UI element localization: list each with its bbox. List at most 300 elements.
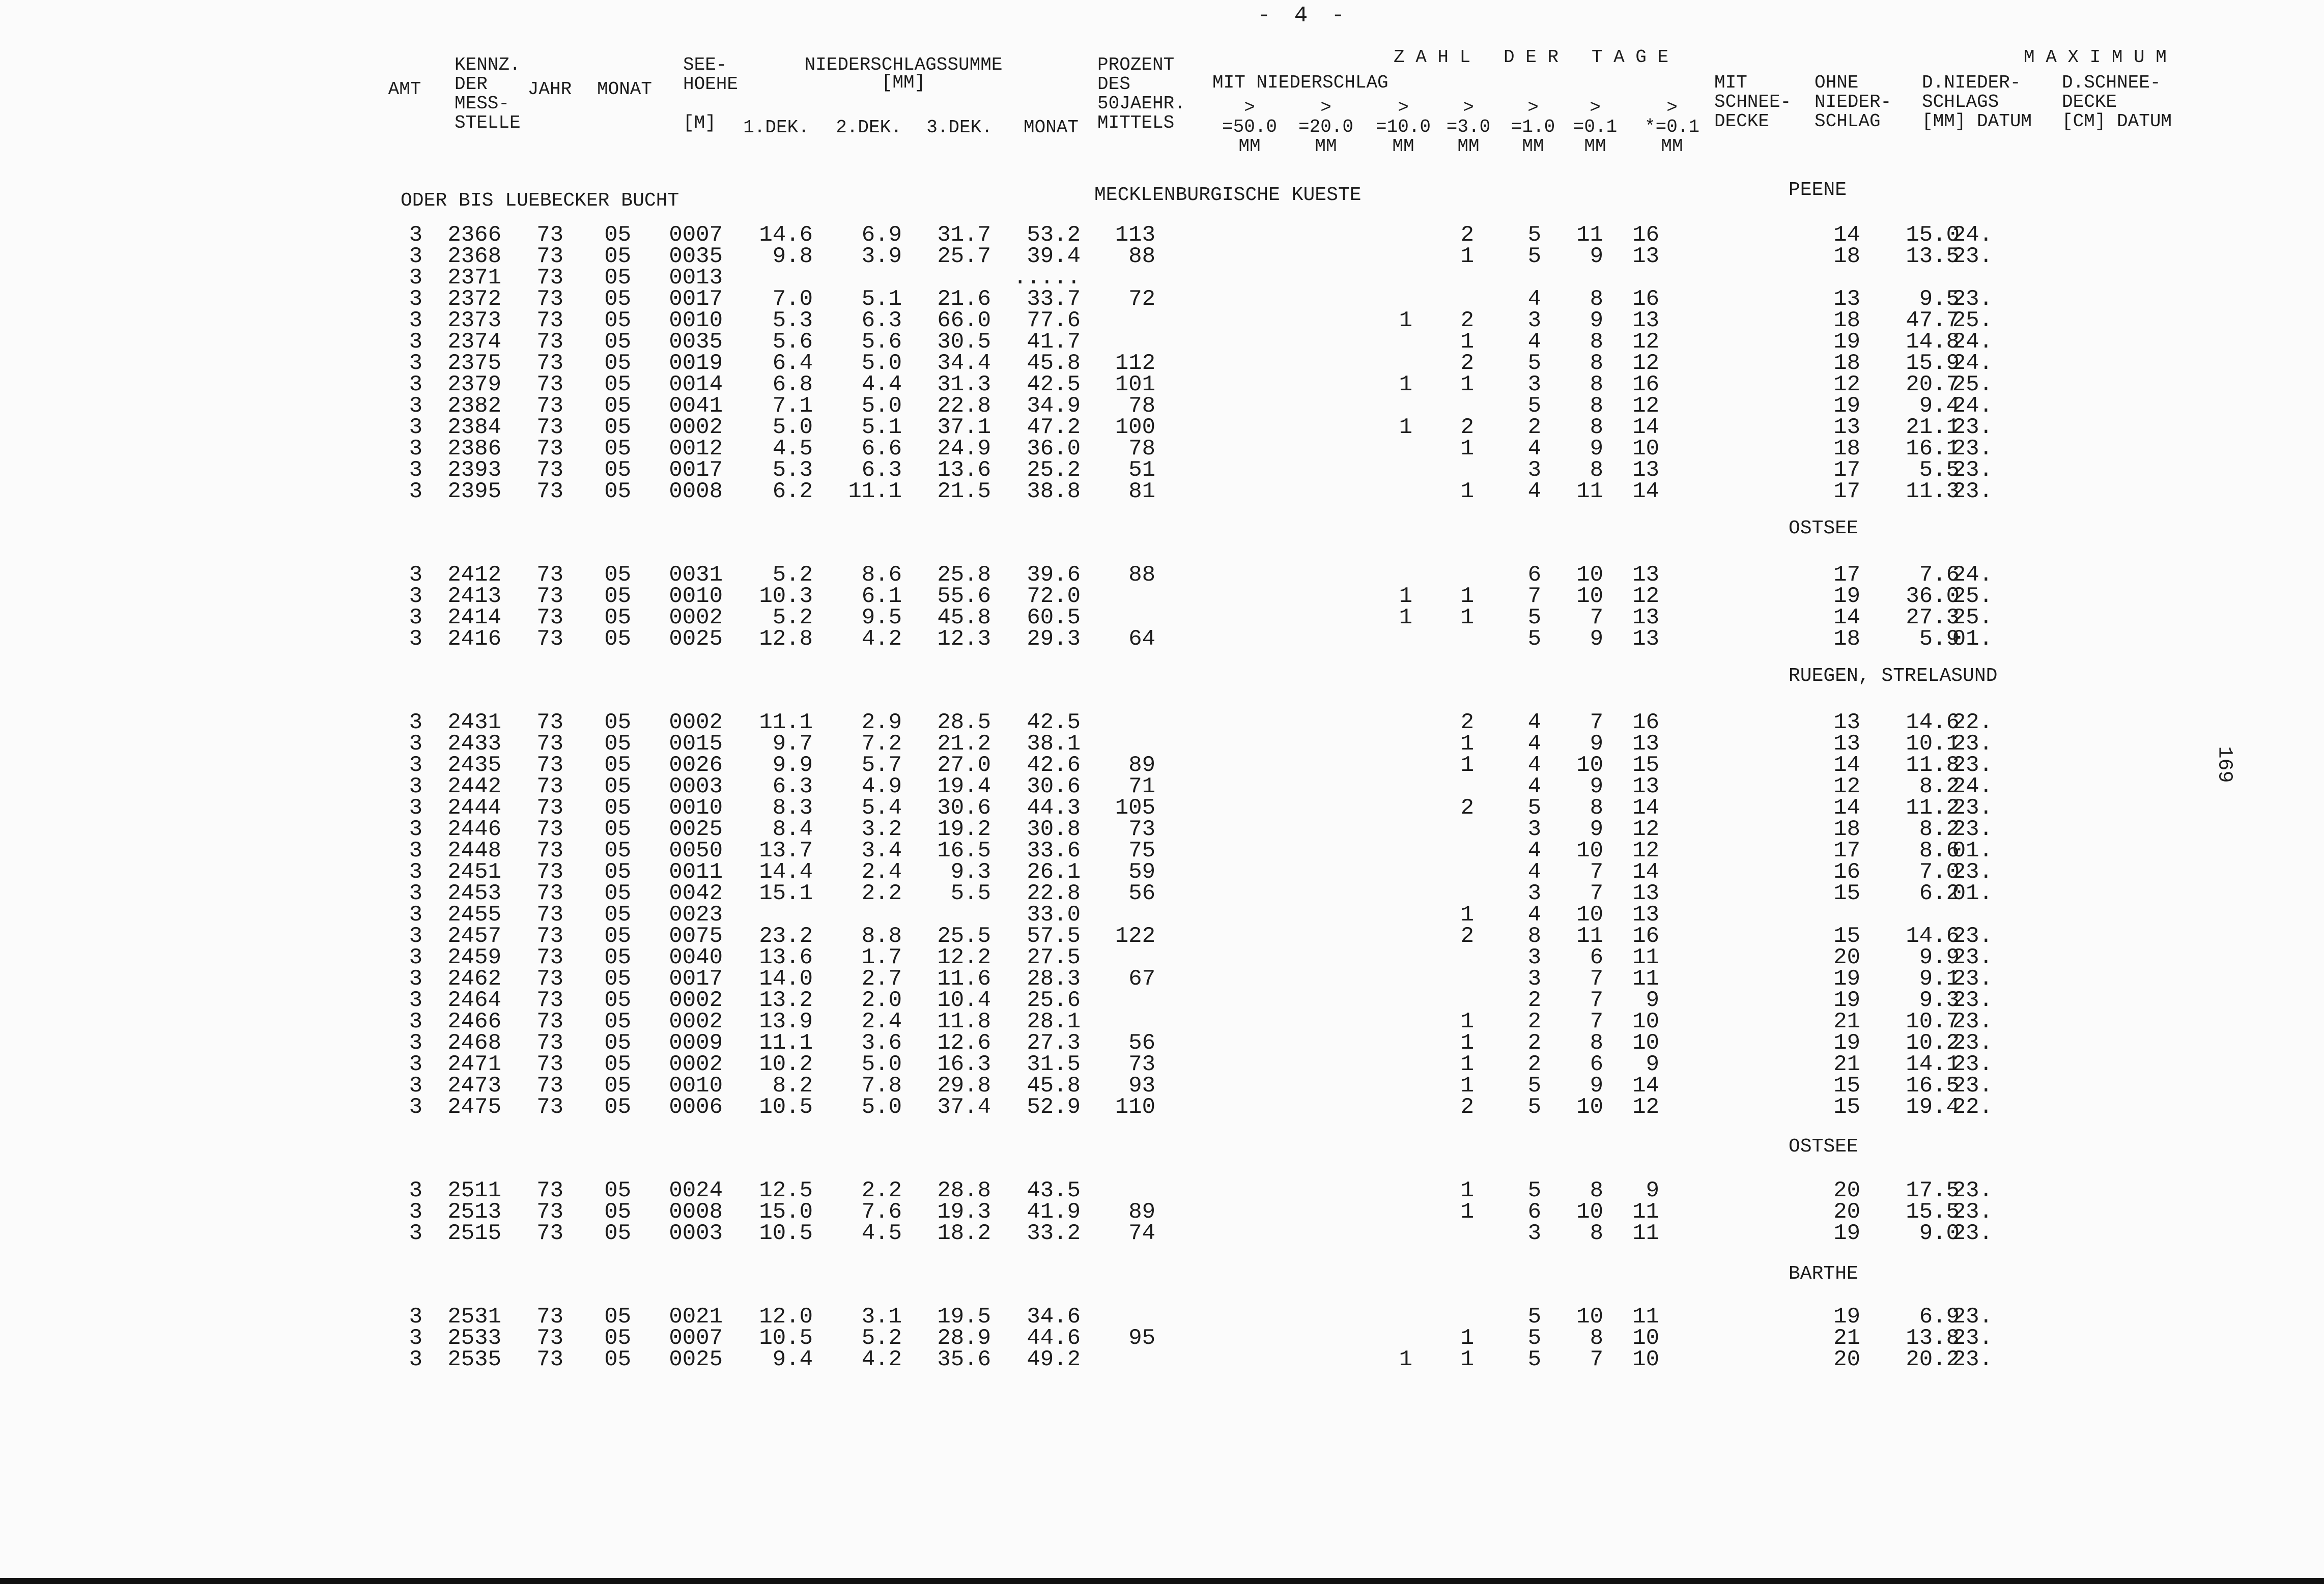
cell-d3: 12.3: [937, 626, 991, 652]
cell-see: 0002: [669, 605, 723, 630]
cell-t3: 5: [1527, 1095, 1541, 1120]
cell-maxn: 6.2: [1919, 881, 1960, 906]
cell-maxn: 11.2: [1906, 795, 1960, 821]
cell-kennz: 2468: [447, 1030, 501, 1056]
cell-monat: 05: [604, 1304, 631, 1330]
cell-t3: 4: [1527, 710, 1541, 735]
cell-d1: 6.4: [772, 351, 813, 376]
cell-d1: 9.4: [772, 1347, 813, 1372]
cell-jahr: 73: [536, 795, 563, 821]
cell-t3: 5: [1527, 1326, 1541, 1351]
column-header-g01: MM: [1584, 136, 1606, 157]
cell-t01: 13: [1632, 731, 1659, 757]
cell-maxn: 47.7: [1906, 308, 1960, 333]
cell-d2: 3.9: [861, 244, 902, 269]
cell-mon: 25.2: [1027, 457, 1081, 483]
cell-monat: 05: [604, 1178, 631, 1203]
cell-d2: 1.7: [861, 945, 902, 970]
cell-d2: 5.0: [861, 351, 902, 376]
cell-see: 0041: [669, 393, 723, 419]
column-header-g001: MM: [1661, 136, 1683, 157]
cell-jahr: 73: [536, 372, 563, 397]
cell-t3: 4: [1527, 774, 1541, 799]
cell-ohne: 15: [1833, 1095, 1860, 1120]
cell-d2: 4.2: [861, 1347, 902, 1372]
cell-kennz: 2368: [447, 244, 501, 269]
cell-mon: 49.2: [1027, 1347, 1081, 1372]
column-header-monat2: MONAT: [1023, 117, 1079, 138]
cell-kennz: 2435: [447, 753, 501, 778]
column-header-nsum_unit: [MM]: [881, 72, 926, 93]
cell-t10: 1: [1460, 1030, 1474, 1056]
cell-kennz: 2433: [447, 731, 501, 757]
cell-mon: 44.6: [1027, 1326, 1081, 1351]
column-header-dnied: SCHLAGS: [1922, 92, 1999, 112]
cell-d2: 4.4: [861, 372, 902, 397]
cell-d3: 37.4: [937, 1095, 991, 1120]
cell-amt: 3: [409, 605, 422, 630]
cell-proz: 67: [1128, 966, 1155, 992]
cell-t3: 4: [1527, 859, 1541, 885]
cell-mon: 57.5: [1027, 924, 1081, 949]
cell-t1: 7: [1590, 859, 1603, 885]
cell-see: 0003: [669, 1221, 723, 1246]
cell-t01: 10: [1632, 436, 1659, 462]
cell-t1: 10: [1576, 1199, 1603, 1225]
cell-d1: 5.2: [772, 605, 813, 630]
cell-d2: 5.7: [861, 753, 902, 778]
cell-d1: 5.0: [772, 415, 813, 440]
cell-datum: 24.: [1952, 774, 1993, 799]
cell-d1: 10.3: [759, 584, 813, 609]
cell-maxn: 21.1: [1906, 415, 1960, 440]
cell-d3: 45.8: [937, 605, 991, 630]
cell-d2: 2.9: [861, 710, 902, 735]
cell-d1: 11.1: [759, 710, 813, 735]
cell-datum: 25.: [1952, 605, 1993, 630]
cell-d3: 12.2: [937, 945, 991, 970]
cell-d3: 13.6: [937, 457, 991, 483]
cell-t01: 13: [1632, 308, 1659, 333]
cell-t3: 5: [1527, 1073, 1541, 1099]
cell-mon: 45.8: [1027, 1073, 1081, 1099]
cell-kennz: 2442: [447, 774, 501, 799]
column-header-g1: >: [1527, 97, 1539, 118]
cell-datum: 23.: [1952, 731, 1993, 757]
cell-t20: 1: [1399, 308, 1412, 333]
cell-monat: 05: [604, 902, 631, 928]
cell-mon: 31.5: [1027, 1052, 1081, 1077]
cell-amt: 3: [409, 1326, 422, 1351]
section-label-peene: PEENE: [1789, 179, 1847, 201]
cell-d2: 2.0: [861, 988, 902, 1013]
cell-monat: 05: [604, 605, 631, 630]
cell-ohne: 20: [1833, 945, 1860, 970]
cell-t3: 5: [1527, 393, 1541, 419]
cell-kennz: 2382: [447, 393, 501, 419]
cell-monat: 05: [604, 1009, 631, 1034]
cell-mon: 39.6: [1027, 562, 1081, 588]
cell-monat: 05: [604, 753, 631, 778]
cell-amt: 3: [409, 902, 422, 928]
column-header-monat: MONAT: [597, 79, 653, 100]
cell-mon: 34.6: [1027, 1304, 1081, 1330]
cell-proz: 56: [1128, 881, 1155, 906]
cell-kennz: 2475: [447, 1095, 501, 1120]
cell-ohne: 13: [1833, 710, 1860, 735]
cell-monat: 05: [604, 265, 631, 291]
cell-ohne: 20: [1833, 1178, 1860, 1203]
cell-t1: 11: [1576, 222, 1603, 248]
cell-proz: 89: [1128, 753, 1155, 778]
cell-kennz: 2466: [447, 1009, 501, 1034]
cell-jahr: 73: [536, 731, 563, 757]
cell-d1: 8.3: [772, 795, 813, 821]
cell-ohne: 15: [1833, 924, 1860, 949]
cell-jahr: 73: [536, 881, 563, 906]
cell-maxn: 9.3: [1919, 988, 1960, 1013]
cell-t01: 14: [1632, 795, 1659, 821]
cell-t1: 7: [1590, 605, 1603, 630]
cell-t01: 12: [1632, 393, 1659, 419]
cell-datum: 01.: [1952, 838, 1993, 863]
column-header-amt: AMT: [388, 79, 421, 100]
cell-mon: 42.5: [1027, 710, 1081, 735]
cell-kennz: 2471: [447, 1052, 501, 1077]
cell-maxn: 7.0: [1919, 859, 1960, 885]
cell-d1: 5.3: [772, 308, 813, 333]
cell-d2: 5.4: [861, 795, 902, 821]
cell-datum: 23.: [1952, 1326, 1993, 1351]
cell-jahr: 73: [536, 1073, 563, 1099]
cell-amt: 3: [409, 817, 422, 842]
cell-d3: 19.4: [937, 774, 991, 799]
cell-ohne: 13: [1833, 286, 1860, 312]
cell-d1: 4.5: [772, 436, 813, 462]
cell-t01: 13: [1632, 605, 1659, 630]
cell-t1: 9: [1590, 1073, 1603, 1099]
cell-t01: 13: [1632, 774, 1659, 799]
cell-d3: 12.6: [937, 1030, 991, 1056]
cell-t01: 12: [1632, 838, 1659, 863]
cell-datum: 23.: [1952, 1178, 1993, 1203]
cell-see: 0015: [669, 731, 723, 757]
cell-monat: 05: [604, 731, 631, 757]
cell-t1: 10: [1576, 902, 1603, 928]
cell-monat: 05: [604, 966, 631, 992]
column-header-mitn: MIT NIEDERSCHLAG: [1212, 72, 1388, 93]
cell-d2: 5.6: [861, 329, 902, 355]
cell-t01: 13: [1632, 244, 1659, 269]
cell-amt: 3: [409, 774, 422, 799]
cell-ohne: 18: [1833, 308, 1860, 333]
cell-kennz: 2462: [447, 966, 501, 992]
cell-ohne: 18: [1833, 626, 1860, 652]
cell-d2: 3.2: [861, 817, 902, 842]
cell-amt: 3: [409, 966, 422, 992]
cell-ohne: 19: [1833, 988, 1860, 1013]
column-header-proz: MITTELS: [1097, 112, 1175, 133]
cell-monat: 05: [604, 817, 631, 842]
column-header-dschnee: D.SCHNEE-: [2062, 72, 2161, 93]
cell-maxn: 15.0: [1906, 222, 1960, 248]
cell-proz: 113: [1115, 222, 1155, 248]
cell-see: 0042: [669, 881, 723, 906]
cell-t10: 1: [1460, 372, 1474, 397]
cell-d1: 7.0: [772, 286, 813, 312]
cell-see: 0031: [669, 562, 723, 588]
cell-amt: 3: [409, 795, 422, 821]
cell-maxn: 7.6: [1919, 562, 1960, 588]
cell-d3: 24.9: [937, 436, 991, 462]
cell-jahr: 73: [536, 753, 563, 778]
cell-t3: 7: [1527, 584, 1541, 609]
cell-mon: 41.7: [1027, 329, 1081, 355]
cell-t3: 5: [1527, 1347, 1541, 1372]
cell-kennz: 2457: [447, 924, 501, 949]
cell-jahr: 73: [536, 415, 563, 440]
cell-t01: 11: [1632, 1304, 1659, 1330]
cell-monat: 05: [604, 1073, 631, 1099]
cell-monat: 05: [604, 393, 631, 419]
cell-t3: 3: [1527, 1221, 1541, 1246]
section-label-barthe: BARTHE: [1789, 1263, 1858, 1285]
cell-t10: 2: [1460, 1095, 1474, 1120]
cell-t01: 11: [1632, 1221, 1659, 1246]
cell-proz: 73: [1128, 817, 1155, 842]
cell-datum: 23.: [1952, 945, 1993, 970]
cell-d2: 2.2: [861, 881, 902, 906]
cell-maxn: 36.0: [1906, 584, 1960, 609]
cell-t1: 8: [1590, 393, 1603, 419]
cell-d2: 3.1: [861, 1304, 902, 1330]
cell-jahr: 73: [536, 966, 563, 992]
cell-d1: 6.3: [772, 774, 813, 799]
cell-d2: 2.4: [861, 859, 902, 885]
cell-see: 0025: [669, 1347, 723, 1372]
cell-t10: 1: [1460, 753, 1474, 778]
cell-kennz: 2533: [447, 1326, 501, 1351]
cell-t20: 1: [1399, 1347, 1412, 1372]
cell-d3: 21.6: [937, 286, 991, 312]
cell-d3: 28.8: [937, 1178, 991, 1203]
cell-amt: 3: [409, 710, 422, 735]
cell-monat: 05: [604, 795, 631, 821]
cell-t10: 2: [1460, 222, 1474, 248]
cell-mon: .....: [1013, 265, 1081, 291]
column-header-proz: 50JAEHR.: [1097, 93, 1185, 114]
cell-datum: 23.: [1952, 753, 1993, 778]
cell-t01: 14: [1632, 1073, 1659, 1099]
cell-proz: 74: [1128, 1221, 1155, 1246]
cell-d3: 35.6: [937, 1347, 991, 1372]
cell-d1: 10.2: [759, 1052, 813, 1077]
cell-mon: 43.5: [1027, 1178, 1081, 1203]
cell-proz: 56: [1128, 1030, 1155, 1056]
cell-proz: 88: [1128, 244, 1155, 269]
cell-monat: 05: [604, 436, 631, 462]
cell-jahr: 73: [536, 1009, 563, 1034]
cell-t1: 7: [1590, 881, 1603, 906]
cell-maxn: 14.6: [1906, 710, 1960, 735]
cell-t10: 1: [1460, 1199, 1474, 1225]
cell-kennz: 2453: [447, 881, 501, 906]
cell-proz: 51: [1128, 457, 1155, 483]
cell-t01: 16: [1632, 372, 1659, 397]
cell-monat: 05: [604, 988, 631, 1013]
cell-maxn: 6.9: [1919, 1304, 1960, 1330]
cell-ohne: 17: [1833, 479, 1860, 504]
cell-ohne: 19: [1833, 1221, 1860, 1246]
cell-t1: 9: [1590, 308, 1603, 333]
cell-d2: 6.9: [861, 222, 902, 248]
cell-mon: 45.8: [1027, 351, 1081, 376]
cell-kennz: 2464: [447, 988, 501, 1013]
cell-amt: 3: [409, 1095, 422, 1120]
cell-maxn: 8.2: [1919, 817, 1960, 842]
cell-t01: 12: [1632, 1095, 1659, 1120]
cell-jahr: 73: [536, 988, 563, 1013]
cell-jahr: 73: [536, 1347, 563, 1372]
column-header-g50: >: [1244, 97, 1255, 118]
cell-t10: 2: [1460, 795, 1474, 821]
cell-amt: 3: [409, 1221, 422, 1246]
cell-d3: 30.6: [937, 795, 991, 821]
cell-amt: 3: [409, 1030, 422, 1056]
cell-ohne: 19: [1833, 966, 1860, 992]
cell-t1: 7: [1590, 1009, 1603, 1034]
cell-d1: 9.7: [772, 731, 813, 757]
cell-d1: 12.0: [759, 1304, 813, 1330]
cell-proz: 110: [1115, 1095, 1155, 1120]
cell-t1: 8: [1590, 1326, 1603, 1351]
cell-datum: 22.: [1952, 1095, 1993, 1120]
cell-mon: 42.5: [1027, 372, 1081, 397]
cell-ohne: 17: [1833, 838, 1860, 863]
cell-d3: 31.7: [937, 222, 991, 248]
cell-amt: 3: [409, 329, 422, 355]
cell-amt: 3: [409, 222, 422, 248]
cell-t10: 1: [1460, 731, 1474, 757]
cell-d2: 8.8: [861, 924, 902, 949]
cell-d2: 4.2: [861, 626, 902, 652]
cell-maxn: 16.5: [1906, 1073, 1960, 1099]
cell-d1: 14.4: [759, 859, 813, 885]
cell-maxn: 13.5: [1906, 244, 1960, 269]
cell-jahr: 73: [536, 265, 563, 291]
cell-maxn: 9.4: [1919, 393, 1960, 419]
cell-datum: 23.: [1952, 457, 1993, 483]
cell-see: 0003: [669, 774, 723, 799]
cell-see: 0024: [669, 1178, 723, 1203]
cell-see: 0006: [669, 1095, 723, 1120]
cell-t3: 5: [1527, 1178, 1541, 1203]
cell-mon: 22.8: [1027, 881, 1081, 906]
cell-datum: 23.: [1952, 479, 1993, 504]
cell-ohne: 21: [1833, 1009, 1860, 1034]
cell-t3: 6: [1527, 1199, 1541, 1225]
cell-kennz: 2444: [447, 795, 501, 821]
cell-ohne: 12: [1833, 372, 1860, 397]
cell-d3: 19.2: [937, 817, 991, 842]
cell-mon: 33.2: [1027, 1221, 1081, 1246]
cell-t1: 10: [1576, 838, 1603, 863]
cell-kennz: 2515: [447, 1221, 501, 1246]
cell-d2: 4.5: [861, 1221, 902, 1246]
cell-monat: 05: [604, 351, 631, 376]
cell-ohne: 14: [1833, 605, 1860, 630]
cell-jahr: 73: [536, 1304, 563, 1330]
cell-d1: 13.2: [759, 988, 813, 1013]
cell-see: 0035: [669, 329, 723, 355]
cell-t01: 14: [1632, 479, 1659, 504]
cell-jahr: 73: [536, 308, 563, 333]
column-header-g1: MM: [1522, 136, 1544, 157]
cell-jahr: 73: [536, 1221, 563, 1246]
cell-d2: 5.0: [861, 393, 902, 419]
cell-proz: 78: [1128, 393, 1155, 419]
cell-maxn: 17.5: [1906, 1178, 1960, 1203]
column-header-dek1: 1.DEK.: [743, 117, 809, 138]
column-header-g3: >: [1463, 97, 1474, 118]
cell-amt: 3: [409, 479, 422, 504]
cell-d2: 2.4: [861, 1009, 902, 1034]
cell-amt: 3: [409, 1304, 422, 1330]
cell-d3: 18.2: [937, 1221, 991, 1246]
cell-t3: 2: [1527, 988, 1541, 1013]
cell-t10: 2: [1460, 308, 1474, 333]
column-header-g10: MM: [1392, 136, 1414, 157]
cell-d1: 14.0: [759, 966, 813, 992]
cell-t01: 10: [1632, 1030, 1659, 1056]
cell-kennz: 2511: [447, 1178, 501, 1203]
cell-see: 0040: [669, 945, 723, 970]
cell-t20: 1: [1399, 415, 1412, 440]
cell-datum: 25.: [1952, 372, 1993, 397]
cell-datum: 23.: [1952, 1304, 1993, 1330]
column-header-g10: =10.0: [1375, 117, 1431, 137]
cell-jahr: 73: [536, 1178, 563, 1203]
cell-d3: 55.6: [937, 584, 991, 609]
cell-see: 0002: [669, 710, 723, 735]
cell-t1: 7: [1590, 966, 1603, 992]
cell-ohne: 18: [1833, 817, 1860, 842]
column-header-dnied: D.NIEDER-: [1922, 72, 2021, 93]
cell-t1: 8: [1590, 415, 1603, 440]
cell-t01: 16: [1632, 924, 1659, 949]
cell-d3: 28.9: [937, 1326, 991, 1351]
cell-kennz: 2446: [447, 817, 501, 842]
cell-d3: 16.3: [937, 1052, 991, 1077]
cell-maxn: 8.6: [1919, 838, 1960, 863]
cell-kennz: 2375: [447, 351, 501, 376]
cell-t1: 10: [1576, 562, 1603, 588]
cell-t3: 5: [1527, 795, 1541, 821]
cell-mon: 27.3: [1027, 1030, 1081, 1056]
cell-mon: 26.1: [1027, 859, 1081, 885]
cell-t1: 11: [1576, 924, 1603, 949]
cell-maxn: 14.6: [1906, 924, 1960, 949]
cell-d3: 11.6: [937, 966, 991, 992]
cell-monat: 05: [604, 562, 631, 588]
cell-d2: 5.0: [861, 1095, 902, 1120]
cell-mon: 34.9: [1027, 393, 1081, 419]
cell-proz: 112: [1115, 351, 1155, 376]
column-header-g20: >: [1320, 97, 1331, 118]
cell-t01: 16: [1632, 222, 1659, 248]
cell-maxn: 10.1: [1906, 731, 1960, 757]
cell-mon: 41.9: [1027, 1199, 1081, 1225]
